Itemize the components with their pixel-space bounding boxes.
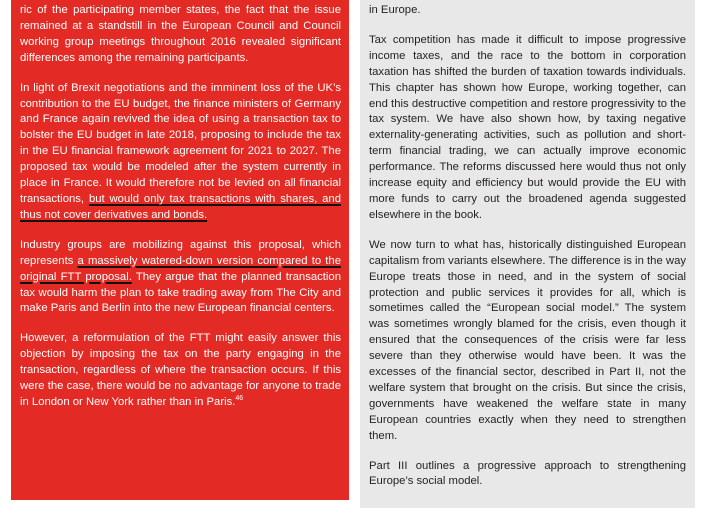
right-paragraph-3: Part III outlines a progressive approach to strengthening Europe’s social model. — [369, 459, 686, 488]
right-paragraph-1: Tax competition has made it difficult to impose progressive income taxes, and the race to the bottom in corporation taxation has shifted the burden of taxation towards individuals. This chapter has shown how Europe, working together, can end this destructive competition and restore progressivity to the tax system. We have also shown how, by taxing negative externality-generating activities, such as pollution and short-term financial trading, we can actually improve economic performance. The reforms discussed here would thus not only increase equity and efficiency but would provide the EU with more funds to carry out the broadened agenda suggested elsewhere in the book. — [369, 33, 686, 221]
left-paragraph-3-text-a: Industry groups are mobilizing against this proposal, which represents — [20, 238, 341, 267]
left-paragraph-2 — [20, 81, 341, 224]
right-paragraph-0: in Europe. — [369, 4, 421, 16]
footnote-marker: 46 — [235, 395, 244, 403]
left-column-red-box — [11, 0, 349, 500]
left-paragraph-1: ric of the participating member states, the fact that the issue remained at a standstill in the European Council and Council working group meetings throughout 2016 revealed significant differences among the remaining participants. — [20, 4, 341, 64]
left-paragraph-3-text-b: They argue that the planned transaction tax would harm the plan to take trading away from The City and make Paris and Berlin into the new European financial centers. — [20, 270, 341, 315]
underlined-text-watered-down: a massively watered-down version compared to the original FTT proposal. — [20, 254, 341, 283]
underlined-text-shares: but would only tax transactions with shares, and thus not cover derivatives and bonds. — [20, 192, 341, 221]
right-column-grey-box — [360, 0, 695, 508]
left-paragraph-2-text: In light of Brexit negotiations and the imminent loss of the UK’s contribution to the EU budget, the finance ministers of Germany and France again revived the idea of using a transaction tax to bolster the EU budget in late 2018, proposing to include the tax in the EU financial framework agreement for 2021 to 2027. The proposed tax would be modeled after the system currently in place in France. It would therefore not be levied on all financial transactions, — [20, 81, 341, 205]
left-paragraph-3 — [20, 238, 341, 318]
right-paragraph-2: We now turn to what has, historically distinguished European capitalism from variants elsewhere. The difference is in the way Europe treats those in need, and in the system of social protection and public services it provides for all, which is sometimes called the “European social model.” The system was sometimes wrongly blamed for the crisis, even though it ensured that the consequences of the crisis were far less severe than they otherwise would have been. It was the excesses of the financial sector, described in Part II, not the welfare system that brought on the crisis. But since the crisis, governments have weakened the welfare state in many European countries exactly when they need to strengthen them. — [369, 238, 686, 442]
left-paragraph-4 — [20, 331, 341, 411]
left-paragraph-4-text: However, a reformulation of the FTT might easily answer this objection by imposing the tax on the party engaging in the transaction, regardless of where the transaction occurs. If this were the case, there would be no advantage for anyone to trade in London or New York rather than in Paris. — [20, 332, 341, 408]
